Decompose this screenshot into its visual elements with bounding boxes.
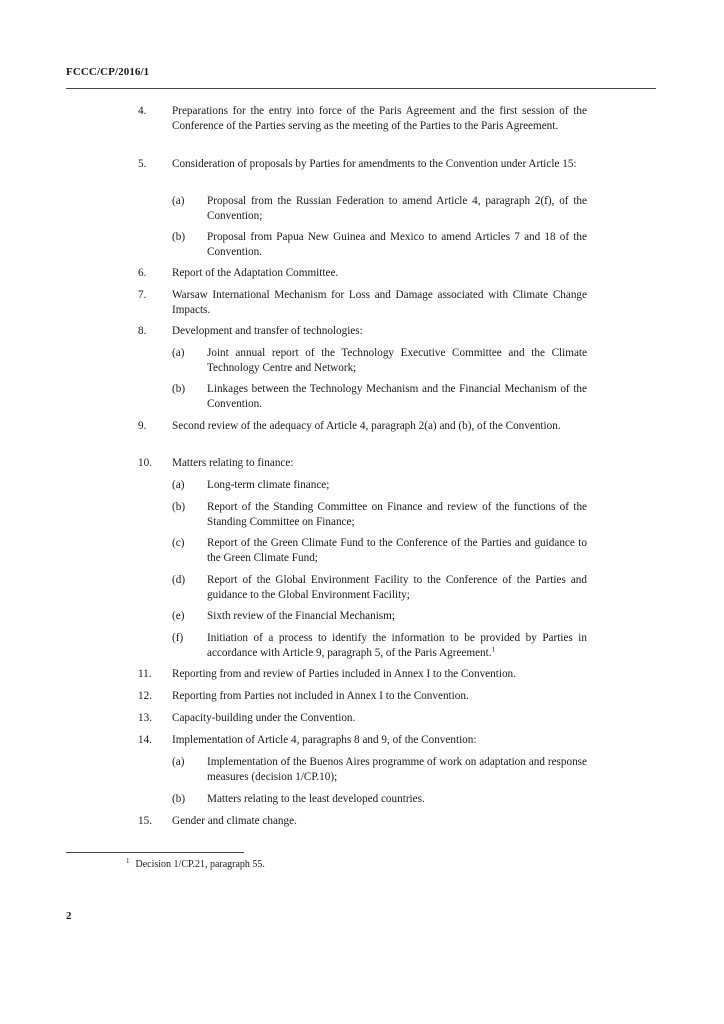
agenda-subitem-letter: (b) xyxy=(172,231,186,243)
agenda-subitem-letter: (a) xyxy=(172,756,185,768)
agenda-item-number: 13. xyxy=(138,712,152,724)
agenda-item-text: Reporting from and review of Parties included in Annex I to the Convention. xyxy=(172,668,516,680)
agenda-subitem-text-body: Report of the Green Climate Fund to the Conference of the Parties and guidance to the Green Climate Fund; xyxy=(207,537,587,564)
agenda-subitem-text xyxy=(207,536,587,566)
agenda-item-number: 6. xyxy=(138,267,147,279)
agenda-subitem-text-body: Linkages between the Technology Mechanism and the Financial Mechanism of the Convention. xyxy=(207,383,587,410)
agenda-subitem-letter: (a) xyxy=(172,347,185,359)
agenda-item-text: Matters relating to finance: xyxy=(172,457,294,469)
agenda-subitem-letter: (e) xyxy=(172,610,185,622)
agenda-subitem-text-body: Report of the Standing Committee on Finance and review of the functions of the Standing Committee on Finance; xyxy=(207,501,587,528)
agenda-subitem-letter: (d) xyxy=(172,574,186,586)
agenda-item-text: Report of the Adaptation Committee. xyxy=(172,267,339,279)
agenda-item-text: Second review of the adequacy of Article 4, paragraph 2(a) and (b), of the Convention. xyxy=(172,420,561,432)
agenda-subitem-text-body: Report of the Global Environment Facility to the Conference of the Parties and guidance to the Global Environment Facility; xyxy=(207,574,587,601)
agenda-item-number: 10. xyxy=(138,457,152,469)
agenda-subitem-text xyxy=(207,194,587,224)
agenda-subitem-text-body: Matters relating to the least developed countries. xyxy=(207,793,425,805)
agenda-item-number: 4. xyxy=(138,105,147,117)
agenda-subitem-text xyxy=(207,755,587,785)
agenda-subitem-letter: (b) xyxy=(172,383,186,395)
agenda-item-text: Development and transfer of technologies: xyxy=(172,325,363,337)
agenda-subitem-text xyxy=(207,500,587,530)
footnote-text: Decision 1/CP.21, paragraph 55. xyxy=(135,859,265,870)
header-rule xyxy=(66,88,656,89)
agenda-item-number: 7. xyxy=(138,289,147,301)
agenda-item-text: Capacity-building under the Convention. xyxy=(172,712,356,724)
page-number: 2 xyxy=(66,910,72,922)
agenda-subitem-text-body: Proposal from Papua New Guinea and Mexico to amend Articles 7 and 18 of the Convention. xyxy=(207,231,587,258)
agenda-item-number: 11. xyxy=(138,668,152,680)
agenda-subitem-letter: (b) xyxy=(172,501,186,513)
agenda-subitem-text-body: Proposal from the Russian Federation to amend Article 4, paragraph 2(f), of the Convention; xyxy=(207,195,587,222)
agenda-item-text: Warsaw International Mechanism for Loss and Damage associated with Climate Change Impacts. xyxy=(172,289,587,316)
agenda-item-text: Preparations for the entry into force of the Paris Agreement and the first session of the Conference of the Parties serving as the meeting of the Parties to the Paris Agreement. xyxy=(172,105,587,132)
agenda-subitem-text xyxy=(207,631,587,661)
agenda-item-number: 15. xyxy=(138,815,152,827)
agenda-item-number: 9. xyxy=(138,420,147,432)
agenda-subitem-text-body: Sixth review of the Financial Mechanism; xyxy=(207,610,395,622)
agenda-subitem-text xyxy=(207,573,587,603)
agenda-subitem-text xyxy=(207,792,587,807)
agenda-subitem-letter: (b) xyxy=(172,793,186,805)
agenda-item-number: 14. xyxy=(138,734,152,746)
agenda-subitem-text-body: Joint annual report of the Technology Executive Committee and the Climate Technology Centre and Network; xyxy=(207,347,587,374)
footnote-rule xyxy=(66,852,244,853)
agenda-subitem-letter: (f) xyxy=(172,632,184,644)
footnote-reference: 1 xyxy=(491,645,496,654)
agenda-subitem-text-body: Initiation of a process to identify the information to be provided by Parties in accordance with Article 9, paragraph 5, of the Paris Agreement. xyxy=(207,632,587,659)
agenda-subitem-letter: (a) xyxy=(172,195,185,207)
agenda-item-number: 5. xyxy=(138,158,147,170)
agenda-subitem-text xyxy=(207,346,587,376)
footnote-number: 1 xyxy=(126,856,130,865)
agenda-item-text: Consideration of proposals by Parties for amendments to the Convention under Article 15: xyxy=(172,158,577,170)
agenda-item-text: Reporting from Parties not included in Annex I to the Convention. xyxy=(172,690,469,702)
agenda-item-number: 8. xyxy=(138,325,147,337)
agenda-item-text: Implementation of Article 4, paragraphs 8 and 9, of the Convention: xyxy=(172,734,477,746)
footnote xyxy=(126,858,265,871)
agenda-subitem-letter: (a) xyxy=(172,479,185,491)
agenda-subitem-letter: (c) xyxy=(172,537,185,549)
agenda-subitem-text-body: Long-term climate finance; xyxy=(207,479,330,491)
agenda-item-number: 12. xyxy=(138,690,152,702)
agenda-subitem-text xyxy=(207,382,587,412)
agenda-subitem-text xyxy=(207,230,587,260)
agenda-subitem-text xyxy=(207,478,587,493)
agenda-subitem-text-body: Implementation of the Buenos Aires programme of work on adaptation and response measures (decision 1/CP.10); xyxy=(207,756,587,783)
agenda-item-text: Gender and climate change. xyxy=(172,815,297,827)
agenda-subitem-text xyxy=(207,609,587,624)
document-symbol: FCCC/CP/2016/1 xyxy=(66,66,150,78)
